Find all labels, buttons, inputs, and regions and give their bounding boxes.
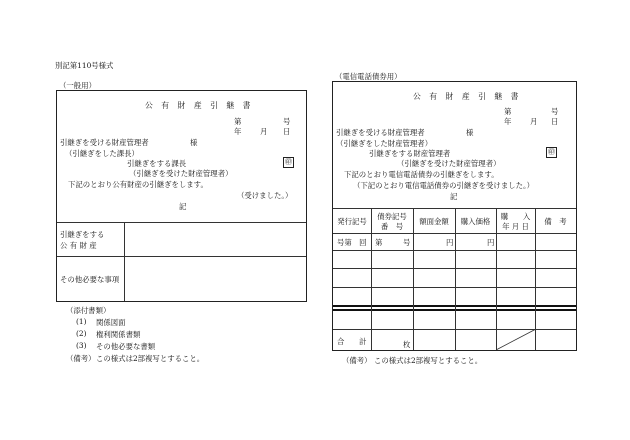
header-remarks: 備 考	[544, 217, 567, 226]
total-unit: 枚	[403, 340, 411, 349]
left-row1-label-line2: 公 有 財 産	[60, 241, 97, 250]
right-sender-note: （引継ぎをした財産管理者）	[336, 139, 433, 148]
attachment-1-text: 関係図面	[96, 318, 126, 327]
left-receiver-note: （引継ぎを受けた財産管理者）	[129, 169, 233, 178]
left-dai: 第	[234, 117, 242, 126]
left-recipient: 引継ぎを受ける財産管理者	[60, 138, 149, 147]
attachment-3-num: (3)	[76, 341, 87, 350]
header-bond-code: 債券記号	[377, 212, 407, 221]
right-note-text: この様式は2部複写とすること。	[374, 356, 483, 365]
right-month: 月	[530, 117, 538, 126]
left-variant-label: （一般用）	[59, 81, 96, 90]
header-bond-number: 番 号	[380, 222, 404, 231]
right-seal-icon: ㊞	[548, 148, 555, 156]
left-body-alt: （受けました。）	[237, 191, 293, 200]
header-purchase-price: 購入価格	[460, 217, 491, 226]
right-receiver-note: （引継ぎを受けた財産管理者）	[397, 159, 501, 168]
left-year: 年	[234, 127, 242, 136]
attachments-heading: （添付書類）	[66, 306, 111, 315]
header-issue-code: 発行記号	[337, 217, 367, 226]
left-sender: 引継ぎをする課長	[127, 159, 187, 168]
attachment-3-text: その他必要な書類	[96, 342, 156, 351]
left-note-label: （備考）	[66, 354, 96, 363]
header-purchase-date: 年 月 日	[502, 222, 529, 231]
left-divider-2	[57, 256, 306, 257]
attachment-1-num: (1)	[76, 317, 87, 326]
right-recipient: 引継ぎを受ける財産管理者	[336, 128, 425, 137]
left-sama: 様	[190, 138, 198, 147]
left-go: 号	[283, 117, 291, 126]
row1-dai: 第	[375, 238, 383, 247]
left-month: 月	[260, 127, 268, 136]
left-row2-label: その他必要な事項	[60, 275, 120, 284]
right-go: 号	[551, 107, 559, 116]
right-body-alt: （下記のとおり電信電話債券の引継ぎを受けました。）	[353, 181, 535, 190]
right-day: 日	[551, 117, 559, 126]
total-diagonal-line	[496, 329, 536, 350]
row1-price-yen: 円	[487, 238, 495, 247]
attachment-2-num: (2)	[76, 329, 87, 338]
right-form-box	[332, 81, 577, 351]
left-body: 下記のとおり公有財産の引継ぎをします。	[68, 180, 208, 189]
right-table-col-3	[455, 208, 456, 350]
right-sender: 引継ぎをする財産管理者	[369, 149, 451, 158]
right-year: 年	[504, 117, 512, 126]
left-divider-1	[57, 222, 306, 223]
attachment-2-text: 権利関係書類	[96, 330, 141, 339]
right-dai: 第	[504, 107, 512, 116]
right-table-col-2	[413, 208, 414, 350]
left-row1-label-line1: 引継ぎをする	[60, 230, 105, 239]
right-form-title: 公 有 財 産 引 継 書	[413, 92, 522, 101]
left-seal-icon: ㊞	[285, 158, 292, 166]
left-label-column-divider	[124, 222, 125, 301]
left-form-title: 公 有 財 産 引 継 書	[145, 101, 254, 110]
header-purchase-label: 購 入	[500, 212, 531, 221]
left-day: 日	[283, 127, 291, 136]
row1-issue-code: 号第 回	[337, 238, 367, 247]
right-note-label: （備考）	[342, 356, 372, 365]
left-sender-note: （引継ぎをした課長）	[65, 149, 139, 158]
row1-go: 号	[403, 238, 411, 247]
total-label: 合 計	[337, 337, 367, 346]
right-sama: 様	[466, 128, 474, 137]
form-number: 別記第110号様式	[55, 61, 114, 70]
left-form-box	[56, 90, 307, 302]
left-ki: 記	[179, 202, 187, 211]
right-ki: 記	[450, 192, 458, 201]
right-variant-label: （電信電話債券用）	[335, 72, 402, 81]
left-note-text: この様式は2部複写とすること。	[96, 354, 205, 363]
right-body: 下記のとおり電信電話債券の引継ぎをします。	[344, 170, 499, 179]
row1-face-value-yen: 円	[446, 238, 454, 247]
header-face-value: 額面金額	[419, 217, 449, 226]
